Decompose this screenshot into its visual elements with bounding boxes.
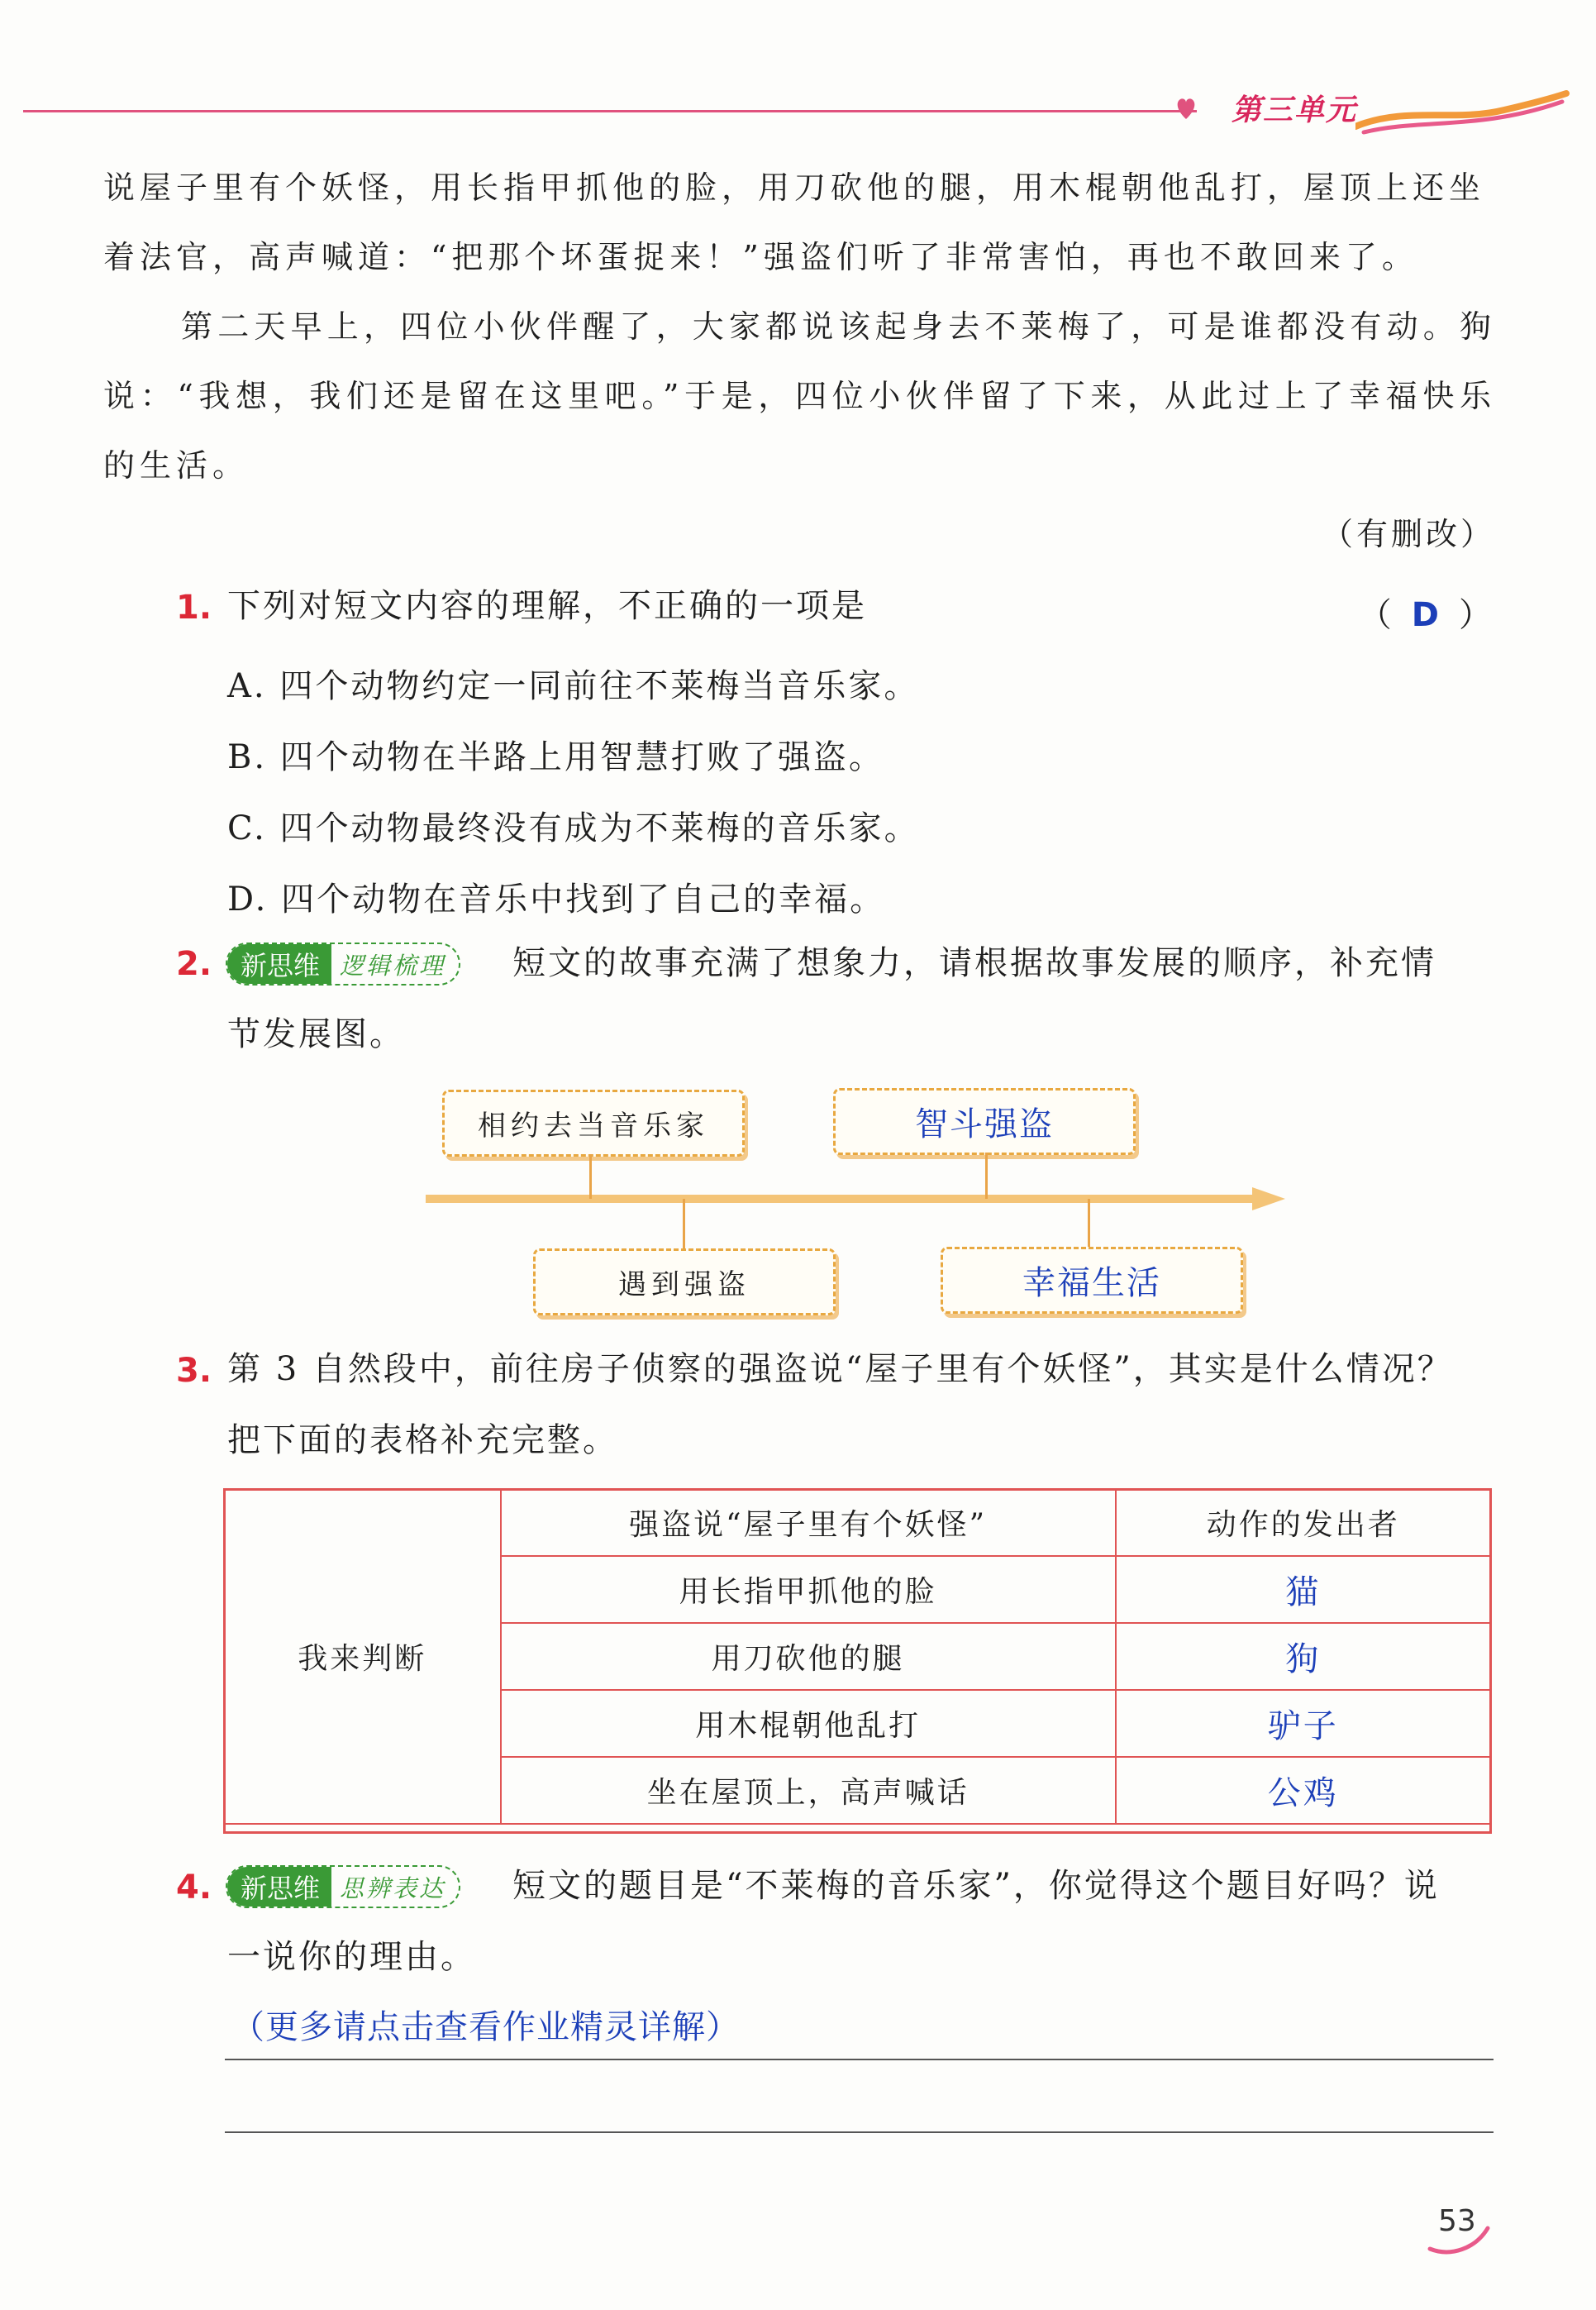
action-cell: 用木棍朝他乱打 bbox=[501, 1690, 1116, 1757]
page-number: 53 bbox=[1438, 2204, 1476, 2238]
question-number: 4. bbox=[176, 1869, 212, 1907]
question-text: 节发展图。 bbox=[227, 1015, 405, 1053]
paren-close: ） bbox=[1459, 596, 1495, 634]
new-thinking-badge bbox=[226, 1865, 460, 1908]
passage-paragraph: 第二天早上，四位小伙伴醒了，大家都说该起身去不莱梅了，可是谁都没有动。狗说：“我想，我们还是留在这里吧。”于是，四位小伙伴留了下来，从此过上了幸福快乐的生活。 bbox=[103, 308, 1496, 484]
column-header: 动作的发出者 bbox=[1116, 1489, 1491, 1556]
passage-line: 着法官，高声喊道：“把那个坏蛋捉来！”强盗们听了非常害怕，再也不敢回来了。 bbox=[103, 239, 1418, 275]
paren-open: （ bbox=[1358, 596, 1395, 634]
question-text: 一说你的理由。 bbox=[227, 1938, 476, 1976]
connector-line bbox=[589, 1154, 592, 1199]
actor-answer-cell: 猫 bbox=[1116, 1556, 1491, 1623]
plot-box-1 bbox=[442, 1090, 745, 1157]
badge-main: 新思维 bbox=[227, 944, 331, 984]
action-cell: 用刀砍他的腿 bbox=[501, 1623, 1116, 1690]
more-details-link[interactable]: （更多请点击查看作业精灵详解） bbox=[231, 2008, 740, 2046]
row-label: 我来判断 bbox=[224, 1489, 501, 1824]
passage-line: 说屋子里有个妖怪，用长指甲抓他的脸，用刀砍他的腿，用木棍朝他乱打，屋顶上还坐 bbox=[103, 169, 1486, 206]
question-text: 短文的题目是“不莱梅的音乐家”，你觉得这个题目好吗？说 bbox=[512, 1867, 1440, 1905]
action-cell: 用长指甲抓他的脸 bbox=[501, 1556, 1116, 1623]
plot-box-3 bbox=[533, 1248, 836, 1315]
answer-bracket bbox=[1359, 589, 1495, 636]
heart-icon bbox=[1174, 91, 1198, 124]
badge-sub: 逻辑梳理 bbox=[340, 951, 446, 980]
plot-box-answer: 幸福生活 bbox=[1022, 1264, 1161, 1302]
header-swoosh-decoration bbox=[1355, 89, 1570, 139]
question-number: 2. bbox=[176, 945, 212, 983]
plot-box-2 bbox=[833, 1088, 1136, 1155]
actor-answer-cell: 公鸡 bbox=[1116, 1757, 1491, 1824]
question-text: 短文的故事充满了想象力，请根据故事发展的顺序，补充情 bbox=[512, 944, 1436, 982]
question-text: 第 3 自然段中，前往房子侦察的强盗说“屋子里有个妖怪”，其实是什么情况？ bbox=[227, 1350, 1453, 1388]
question-number: 1. bbox=[176, 589, 212, 627]
actor-answer-cell: 狗 bbox=[1116, 1623, 1491, 1690]
badge-sub: 思辨表达 bbox=[340, 1873, 446, 1902]
plot-box-4 bbox=[941, 1247, 1243, 1314]
question-text: 把下面的表格补充完整。 bbox=[227, 1421, 618, 1459]
judgment-table bbox=[223, 1488, 1492, 1825]
answer-line bbox=[225, 2059, 1494, 2060]
plot-box-text: 相约去当音乐家 bbox=[478, 1110, 709, 1143]
column-header: 强盗说“屋子里有个妖怪” bbox=[501, 1489, 1116, 1556]
actor-answer-cell: 驴子 bbox=[1116, 1690, 1491, 1757]
action-cell: 坐在屋顶上，高声喊话 bbox=[501, 1757, 1116, 1824]
source-note: （有删改） bbox=[1321, 516, 1495, 552]
connector-line bbox=[683, 1199, 685, 1248]
connector-line bbox=[1088, 1199, 1090, 1247]
page-corner-swoosh bbox=[1426, 2224, 1492, 2257]
badge-main: 新思维 bbox=[227, 1867, 331, 1907]
connector-line bbox=[985, 1153, 988, 1199]
answer-choice: D bbox=[1411, 596, 1442, 634]
header-rule bbox=[23, 110, 1197, 112]
option-c: C. 四个动物最终没有成为不莱梅的音乐家。 bbox=[227, 809, 920, 847]
question-text: 下列对短文内容的理解，不正确的一项是 bbox=[227, 587, 867, 625]
plot-box-text: 遇到强盗 bbox=[618, 1268, 750, 1301]
timeline-arrow bbox=[426, 1182, 1293, 1215]
unit-title: 第三单元 bbox=[1232, 93, 1358, 127]
question-number: 3. bbox=[176, 1352, 212, 1390]
option-b: B. 四个动物在半路上用智慧打败了强盗。 bbox=[227, 738, 884, 776]
answer-line bbox=[225, 2131, 1494, 2133]
passage bbox=[103, 153, 1496, 500]
plot-box-answer: 智斗强盗 bbox=[915, 1105, 1054, 1143]
option-d: D. 四个动物在音乐中找到了自己的幸福。 bbox=[227, 881, 886, 919]
option-a: A. 四个动物约定一同前往不莱梅当音乐家。 bbox=[227, 667, 920, 705]
new-thinking-badge bbox=[226, 943, 460, 986]
